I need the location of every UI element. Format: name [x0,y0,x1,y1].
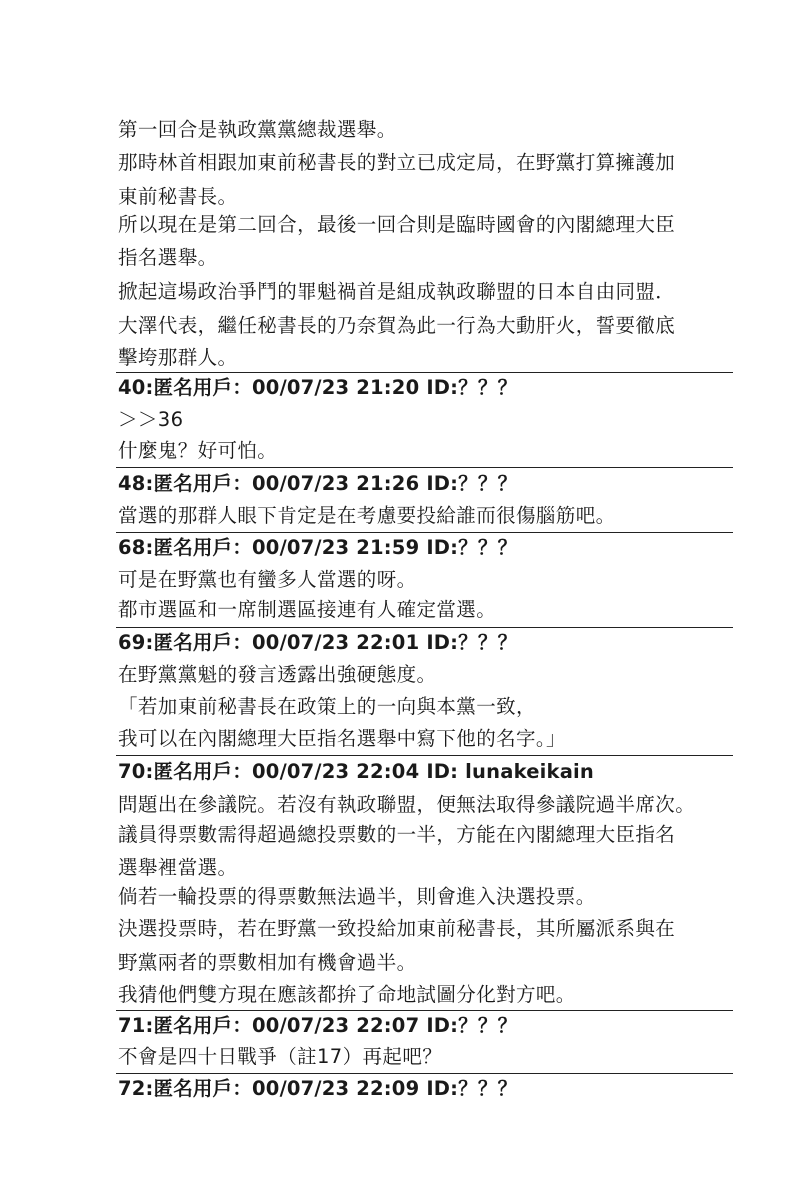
post-line: 問題出在參議院。若沒有執政聯盟，便無法取得參議院過半席次。 [118,793,696,816]
post-line: 「若加東前秘書長在政策上的一向與本黨一致， [118,695,536,718]
post-divider [116,1073,733,1074]
post-line: 我猜他們雙方現在應該都拚了命地試圖分化對方吧。 [118,983,576,1006]
intro-line: 那時林首相跟加東前秘書長的對立已成定局，在野黨打算擁護加 [118,151,676,174]
intro-line: 東前秘書長。 [118,185,238,208]
post-header: 48:匿名用戶：00/07/23 21:26 ID:？？？ [118,472,518,495]
post-line: 當選的那群人眼下肯定是在考慮要投給誰而很傷腦筋吧。 [118,504,616,527]
intro-line: 掀起這場政治爭鬥的罪魁禍首是組成執政聯盟的日本自由同盟． [118,280,676,303]
post-header: 69:匿名用戶：00/07/23 22:01 ID:？？？ [118,631,518,654]
post-divider [116,1010,733,1011]
intro-line: 大澤代表，繼任秘書長的乃奈賀為此一行為大動肝火，誓要徹底 [118,314,676,337]
post-header: 70:匿名用戶：00/07/23 22:04 ID: lunakeikain [118,760,595,783]
post-divider [116,755,733,756]
post-line: 都市選區和一席制選區接連有人確定當選。 [118,598,497,621]
post-line: 可是在野黨也有蠻多人當選的呀。 [118,568,417,591]
post-divider [116,372,733,373]
post-line: 在野黨黨魁的發言透露出強硬態度。 [118,663,437,686]
post-header: 68:匿名用戶：00/07/23 21:59 ID:？？？ [118,536,518,559]
post-line: 決選投票時，若在野黨一致投給加東前秘書長，其所屬派系與在 [118,917,676,940]
post-line: 選舉裡當選。 [118,856,238,879]
post-header: 72:匿名用戶：00/07/23 22:09 ID:？？？ [118,1077,518,1100]
intro-line: 第一回合是執政黨黨總裁選舉。 [118,118,397,141]
post-line: 倘若一輪投票的得票數無法過半，則會進入決選投票。 [118,885,596,908]
post-line: ＞＞36 [118,408,184,431]
post-divider [116,627,733,628]
intro-line: 所以現在是第二回合，最後一回合則是臨時國會的內閣總理大臣 [118,213,676,236]
post-line: 議員得票數需得超過總投票數的一半，方能在內閣總理大臣指名 [118,823,676,846]
post-line: 什麼鬼？好可怕。 [118,439,278,462]
intro-line: 擊垮那群人。 [118,346,238,369]
post-header: 40:匿名用戶：00/07/23 21:20 ID:？？？ [118,376,518,399]
post-line: 我可以在內閣總理大臣指名選舉中寫下他的名字。」 [118,727,566,750]
intro-line: 指名選舉。 [118,246,218,269]
post-divider [116,532,733,533]
post-header: 71:匿名用戶：00/07/23 22:07 ID:？？？ [118,1014,518,1037]
post-line: 野黨兩者的票數相加有機會過半。 [118,951,417,974]
post-line: 不會是四十日戰爭（註17）再起吧？ [118,1045,443,1068]
post-divider [116,467,733,468]
